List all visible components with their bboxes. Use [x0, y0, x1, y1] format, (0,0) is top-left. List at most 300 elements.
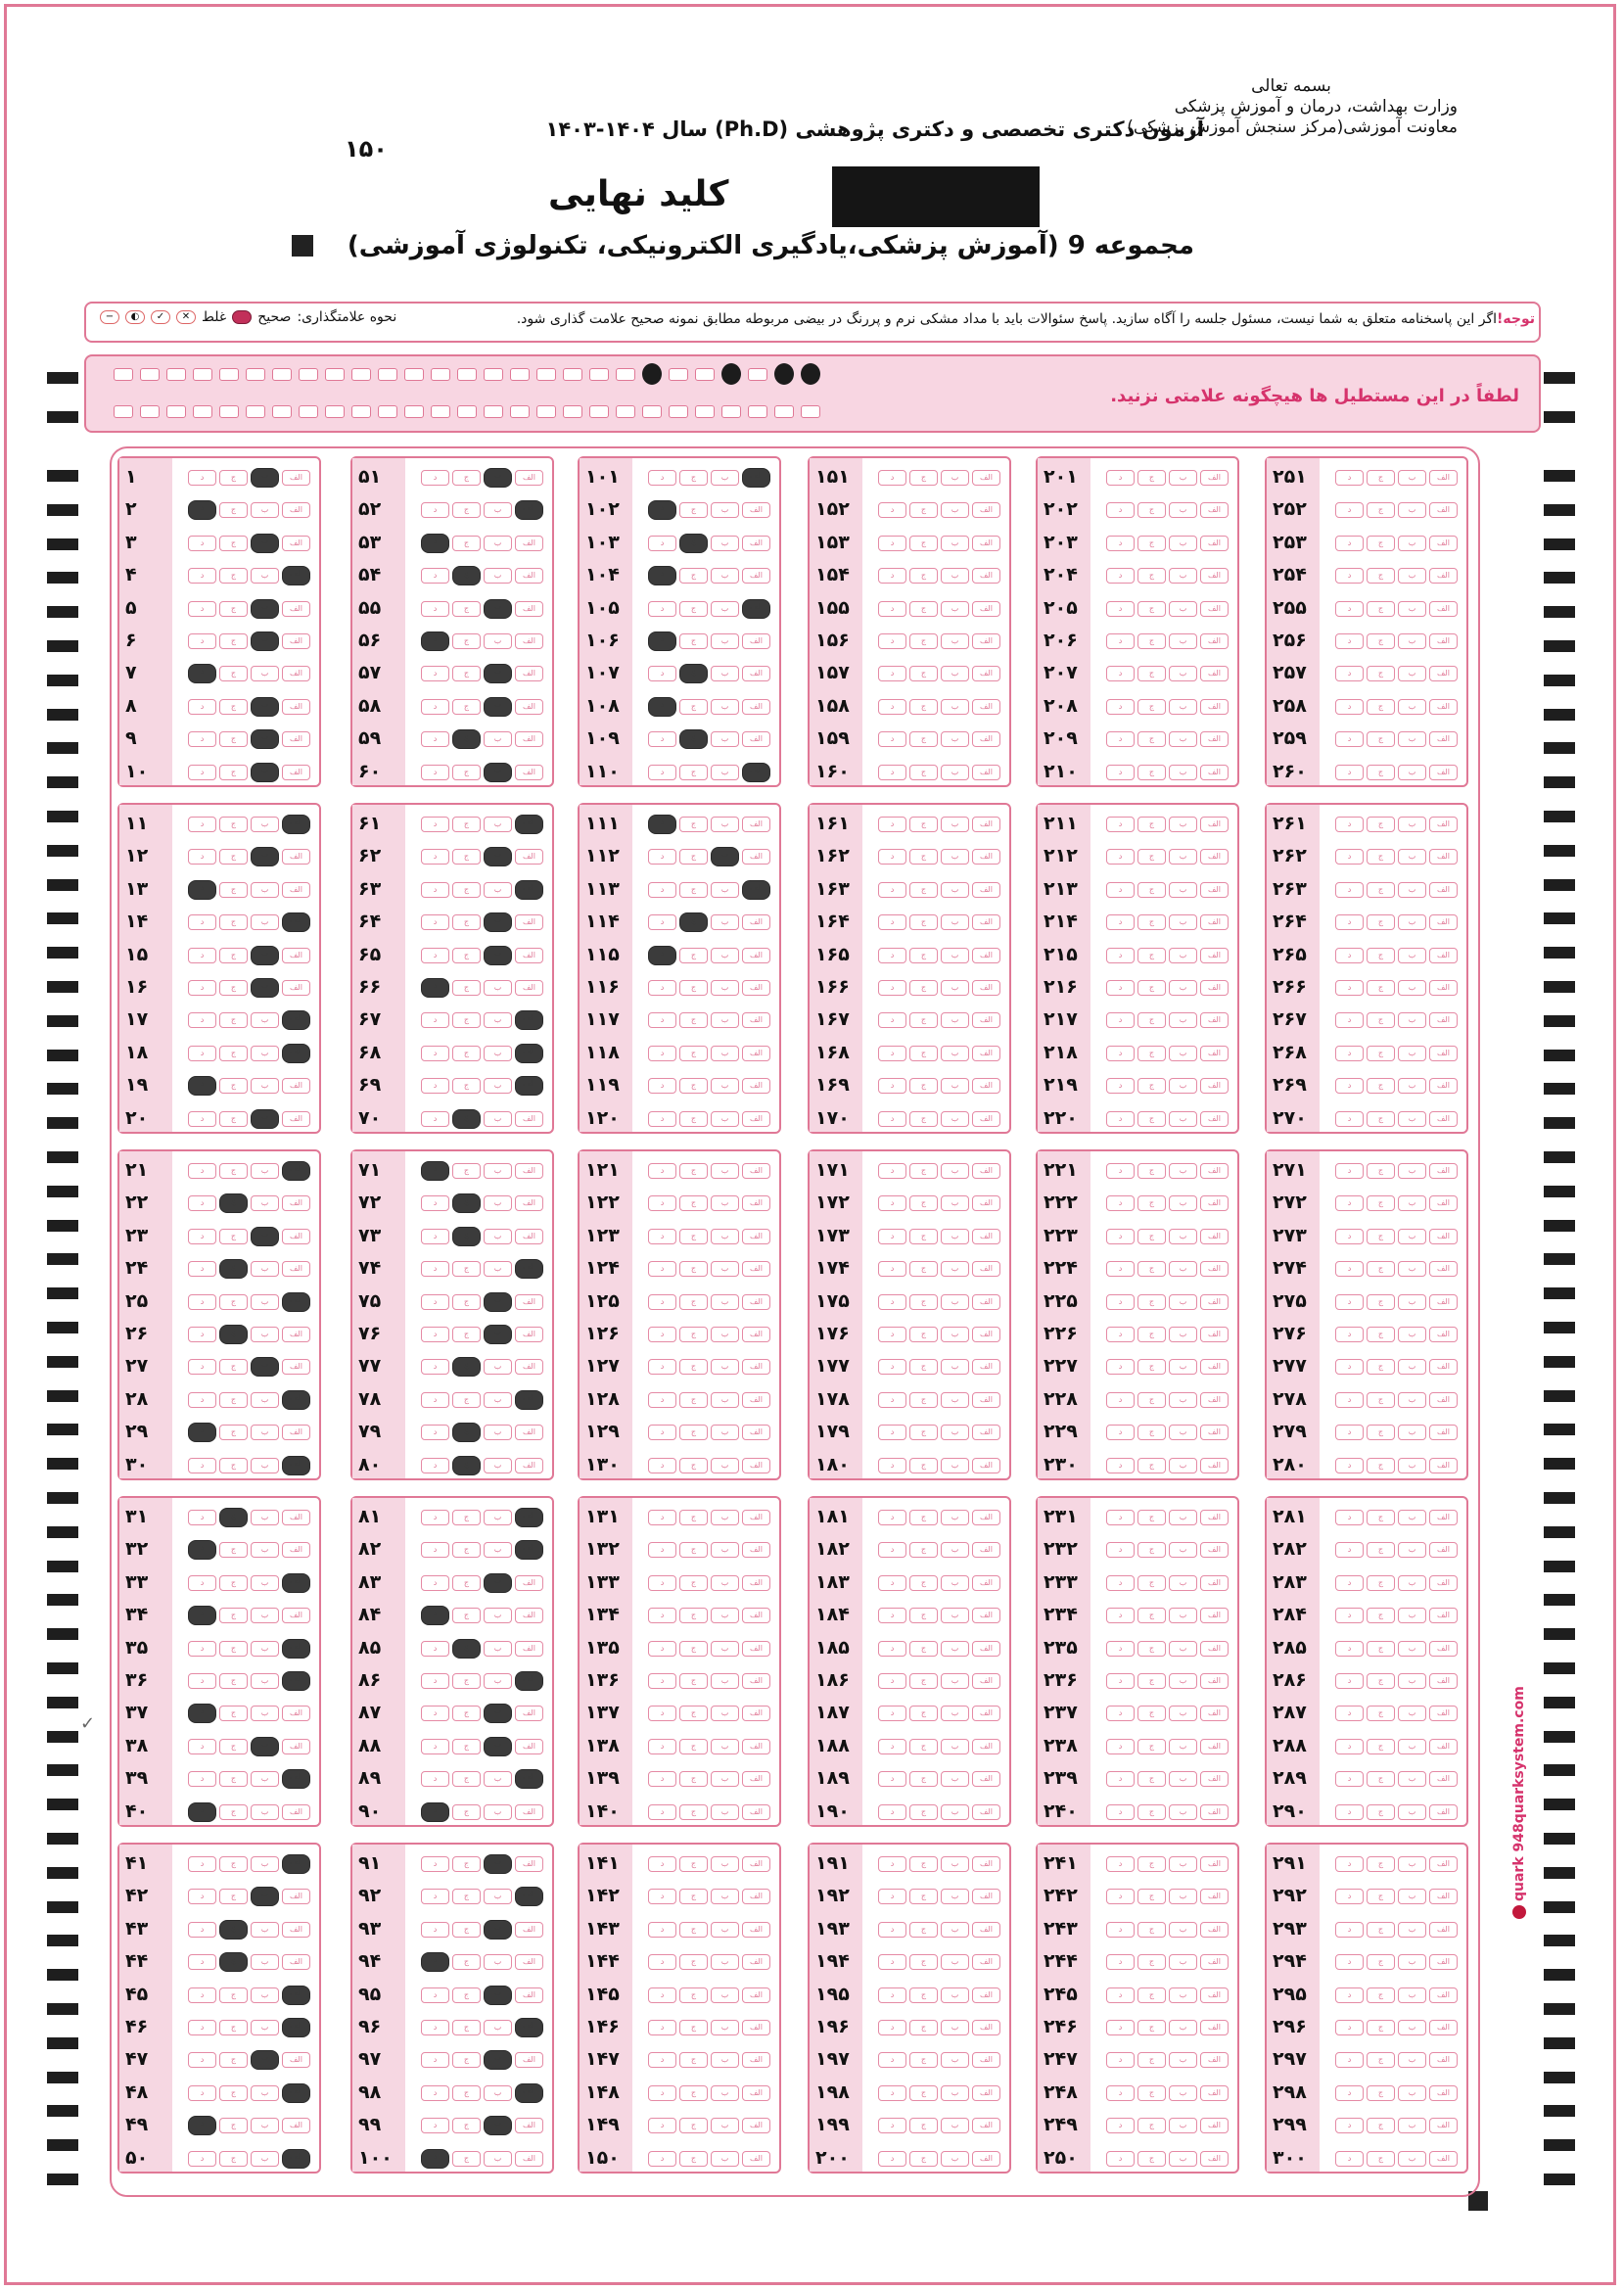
- answer-bubble[interactable]: ج: [1367, 1804, 1395, 1820]
- answer-bubble[interactable]: الف: [972, 1425, 1000, 1440]
- answer-bubble[interactable]: ب: [251, 2151, 279, 2167]
- answer-bubble[interactable]: ب: [1169, 2151, 1197, 2167]
- answer-bubble[interactable]: ج: [219, 817, 248, 832]
- answer-bubble[interactable]: ب: [941, 1739, 969, 1754]
- answer-bubble-filled[interactable]: ج: [452, 1357, 481, 1377]
- answer-bubble[interactable]: ج: [219, 1804, 248, 1820]
- answer-bubble[interactable]: د: [878, 1012, 906, 1028]
- answer-bubble[interactable]: الف: [742, 1425, 770, 1440]
- answer-bubble[interactable]: د: [1335, 1641, 1364, 1657]
- answer-bubble[interactable]: ج: [679, 1856, 708, 1872]
- answer-bubble[interactable]: الف: [972, 1889, 1000, 1904]
- answer-bubble[interactable]: ج: [679, 1889, 708, 1904]
- answer-bubble-filled[interactable]: الف: [515, 1671, 543, 1691]
- answer-bubble[interactable]: ب: [941, 1392, 969, 1408]
- answer-bubble[interactable]: ج: [909, 536, 938, 551]
- answer-bubble[interactable]: الف: [1429, 601, 1458, 617]
- answer-bubble[interactable]: د: [421, 2085, 449, 2101]
- answer-bubble[interactable]: د: [1106, 1294, 1135, 1310]
- answer-bubble[interactable]: ج: [679, 1608, 708, 1623]
- answer-bubble[interactable]: ب: [1169, 1392, 1197, 1408]
- answer-bubble[interactable]: ب: [484, 1458, 512, 1473]
- answer-bubble[interactable]: ج: [679, 2052, 708, 2068]
- answer-bubble[interactable]: د: [421, 1327, 449, 1342]
- answer-bubble[interactable]: د: [421, 699, 449, 715]
- answer-bubble[interactable]: الف: [1200, 1706, 1229, 1721]
- answer-bubble[interactable]: الف: [972, 1078, 1000, 1094]
- answer-bubble[interactable]: ب: [1169, 502, 1197, 518]
- answer-bubble[interactable]: الف: [972, 1327, 1000, 1342]
- answer-bubble[interactable]: ب: [251, 666, 279, 681]
- answer-bubble[interactable]: ب: [711, 568, 739, 584]
- answer-bubble[interactable]: ب: [1169, 1425, 1197, 1440]
- answer-bubble[interactable]: الف: [1429, 2151, 1458, 2167]
- answer-bubble[interactable]: ج: [1367, 2085, 1395, 2101]
- answer-bubble[interactable]: الف: [742, 1575, 770, 1591]
- answer-bubble-filled[interactable]: الف: [515, 1010, 543, 1030]
- answer-bubble[interactable]: ب: [251, 1856, 279, 1872]
- answer-bubble[interactable]: ب: [1169, 666, 1197, 681]
- answer-bubble[interactable]: ج: [909, 666, 938, 681]
- answer-bubble[interactable]: د: [1335, 1294, 1364, 1310]
- answer-bubble[interactable]: د: [1106, 1163, 1135, 1179]
- answer-bubble[interactable]: د: [1106, 1954, 1135, 1970]
- answer-bubble[interactable]: ج: [909, 1706, 938, 1721]
- answer-bubble[interactable]: الف: [1429, 2052, 1458, 2068]
- answer-bubble[interactable]: د: [648, 1046, 676, 1061]
- answer-bubble[interactable]: الف: [742, 1078, 770, 1094]
- answer-bubble-filled[interactable]: الف: [742, 880, 770, 900]
- answer-bubble[interactable]: ج: [1137, 882, 1166, 898]
- answer-bubble[interactable]: الف: [1429, 2085, 1458, 2101]
- answer-bubble[interactable]: الف: [742, 914, 770, 930]
- answer-bubble[interactable]: د: [878, 882, 906, 898]
- answer-bubble[interactable]: ب: [711, 1987, 739, 2003]
- answer-bubble-filled[interactable]: الف: [515, 815, 543, 834]
- answer-bubble-filled[interactable]: د: [648, 631, 676, 651]
- answer-bubble[interactable]: ج: [1367, 882, 1395, 898]
- answer-bubble[interactable]: الف: [515, 1327, 543, 1342]
- answer-bubble[interactable]: الف: [1200, 699, 1229, 715]
- answer-bubble[interactable]: الف: [515, 1359, 543, 1375]
- answer-bubble-filled[interactable]: ب: [251, 697, 279, 717]
- answer-bubble[interactable]: الف: [1429, 948, 1458, 963]
- answer-bubble-filled[interactable]: د: [421, 978, 449, 998]
- answer-bubble[interactable]: ب: [1169, 1987, 1197, 2003]
- answer-bubble[interactable]: ج: [219, 601, 248, 617]
- answer-bubble[interactable]: ب: [251, 1575, 279, 1591]
- answer-bubble[interactable]: د: [1106, 1078, 1135, 1094]
- answer-bubble[interactable]: ج: [679, 2118, 708, 2133]
- answer-bubble[interactable]: د: [421, 1229, 449, 1244]
- answer-bubble[interactable]: ب: [711, 601, 739, 617]
- answer-bubble[interactable]: د: [648, 666, 676, 681]
- answer-bubble[interactable]: ج: [679, 948, 708, 963]
- answer-bubble[interactable]: د: [1106, 2085, 1135, 2101]
- answer-bubble[interactable]: ب: [1398, 1425, 1426, 1440]
- answer-bubble[interactable]: ب: [711, 1163, 739, 1179]
- answer-bubble[interactable]: ب: [711, 1856, 739, 1872]
- answer-bubble[interactable]: ج: [1137, 1392, 1166, 1408]
- answer-bubble[interactable]: ب: [711, 882, 739, 898]
- answer-bubble[interactable]: الف: [1429, 1889, 1458, 1904]
- answer-bubble[interactable]: ب: [484, 1195, 512, 1211]
- answer-bubble[interactable]: ج: [909, 1954, 938, 1970]
- answer-bubble[interactable]: ج: [1137, 1889, 1166, 1904]
- answer-bubble[interactable]: د: [421, 666, 449, 681]
- answer-bubble[interactable]: الف: [742, 2085, 770, 2101]
- answer-bubble[interactable]: ب: [941, 568, 969, 584]
- answer-bubble[interactable]: ج: [1137, 1425, 1166, 1440]
- answer-bubble[interactable]: ج: [452, 1771, 481, 1787]
- answer-bubble[interactable]: ب: [1169, 817, 1197, 832]
- answer-bubble[interactable]: ج: [452, 1012, 481, 1028]
- answer-bubble[interactable]: ج: [1367, 1641, 1395, 1657]
- answer-bubble[interactable]: د: [1335, 1954, 1364, 1970]
- answer-bubble-filled[interactable]: د: [188, 2116, 216, 2135]
- answer-bubble[interactable]: ب: [1398, 1922, 1426, 1938]
- answer-bubble-filled[interactable]: ب: [251, 1357, 279, 1377]
- answer-bubble[interactable]: د: [188, 1229, 216, 1244]
- answer-bubble[interactable]: د: [421, 849, 449, 865]
- answer-bubble[interactable]: الف: [1200, 2052, 1229, 2068]
- answer-bubble[interactable]: د: [648, 1327, 676, 1342]
- answer-bubble[interactable]: الف: [1200, 1575, 1229, 1591]
- answer-bubble[interactable]: د: [188, 914, 216, 930]
- answer-bubble[interactable]: الف: [972, 1229, 1000, 1244]
- answer-bubble-filled[interactable]: د: [421, 1952, 449, 1972]
- answer-bubble[interactable]: د: [1335, 1922, 1364, 1938]
- answer-bubble[interactable]: ب: [484, 1954, 512, 1970]
- answer-bubble[interactable]: ج: [909, 1163, 938, 1179]
- answer-bubble[interactable]: د: [1335, 1771, 1364, 1787]
- answer-bubble[interactable]: ج: [679, 1987, 708, 2003]
- answer-bubble[interactable]: الف: [1429, 1771, 1458, 1787]
- answer-bubble[interactable]: ج: [452, 2085, 481, 2101]
- answer-bubble[interactable]: ج: [452, 1163, 481, 1179]
- answer-bubble[interactable]: ج: [452, 1510, 481, 1525]
- answer-bubble[interactable]: الف: [282, 1111, 310, 1127]
- answer-bubble[interactable]: د: [1106, 1575, 1135, 1591]
- answer-bubble[interactable]: د: [1106, 1608, 1135, 1623]
- answer-bubble-filled[interactable]: ب: [484, 2050, 512, 2070]
- answer-bubble-filled[interactable]: الف: [282, 1573, 310, 1593]
- answer-bubble[interactable]: ب: [711, 1575, 739, 1591]
- answer-bubble-filled[interactable]: الف: [282, 1010, 310, 1030]
- answer-bubble[interactable]: ج: [452, 2052, 481, 2068]
- answer-bubble[interactable]: د: [1335, 882, 1364, 898]
- answer-bubble[interactable]: د: [1106, 666, 1135, 681]
- answer-bubble[interactable]: ب: [941, 1012, 969, 1028]
- answer-bubble[interactable]: د: [1335, 1327, 1364, 1342]
- answer-bubble[interactable]: ج: [679, 502, 708, 518]
- answer-bubble[interactable]: ج: [1367, 1739, 1395, 1754]
- answer-bubble[interactable]: ب: [711, 948, 739, 963]
- answer-bubble[interactable]: د: [648, 1856, 676, 1872]
- answer-bubble[interactable]: د: [1106, 1261, 1135, 1277]
- answer-bubble[interactable]: ج: [679, 1425, 708, 1440]
- answer-bubble[interactable]: الف: [282, 849, 310, 865]
- answer-bubble[interactable]: د: [188, 568, 216, 584]
- answer-bubble[interactable]: ج: [1367, 1608, 1395, 1623]
- answer-bubble[interactable]: ب: [1398, 1111, 1426, 1127]
- answer-bubble[interactable]: ج: [1137, 948, 1166, 963]
- answer-bubble[interactable]: د: [878, 2020, 906, 2035]
- answer-bubble[interactable]: الف: [1200, 1510, 1229, 1525]
- answer-bubble[interactable]: الف: [515, 948, 543, 963]
- answer-bubble[interactable]: الف: [972, 1673, 1000, 1689]
- answer-bubble-filled[interactable]: ج: [452, 1423, 481, 1442]
- answer-bubble[interactable]: الف: [972, 1510, 1000, 1525]
- answer-bubble[interactable]: الف: [1429, 1987, 1458, 2003]
- answer-bubble[interactable]: ب: [251, 1294, 279, 1310]
- answer-bubble[interactable]: د: [648, 1673, 676, 1689]
- answer-bubble[interactable]: الف: [742, 980, 770, 996]
- answer-bubble[interactable]: الف: [515, 1195, 543, 1211]
- answer-bubble[interactable]: ب: [711, 1922, 739, 1938]
- answer-bubble[interactable]: د: [878, 1673, 906, 1689]
- answer-bubble[interactable]: ب: [1398, 1261, 1426, 1277]
- answer-bubble[interactable]: د: [1335, 1856, 1364, 1872]
- answer-bubble[interactable]: د: [188, 1458, 216, 1473]
- answer-bubble[interactable]: الف: [515, 2052, 543, 2068]
- answer-bubble[interactable]: الف: [742, 1542, 770, 1558]
- answer-bubble-filled[interactable]: الف: [282, 1161, 310, 1181]
- answer-bubble[interactable]: ب: [711, 980, 739, 996]
- answer-bubble[interactable]: د: [1335, 470, 1364, 486]
- answer-bubble[interactable]: د: [1335, 1542, 1364, 1558]
- answer-bubble[interactable]: الف: [972, 1739, 1000, 1754]
- answer-bubble[interactable]: الف: [515, 1856, 543, 1872]
- answer-bubble-filled[interactable]: الف: [282, 912, 310, 932]
- answer-bubble[interactable]: ج: [1367, 1987, 1395, 2003]
- answer-bubble-filled[interactable]: الف: [515, 1076, 543, 1096]
- answer-bubble[interactable]: د: [1106, 2151, 1135, 2167]
- answer-bubble-filled[interactable]: ب: [484, 847, 512, 866]
- answer-bubble[interactable]: الف: [1429, 2118, 1458, 2133]
- answer-bubble[interactable]: ب: [484, 1078, 512, 1094]
- answer-bubble[interactable]: ب: [1169, 1294, 1197, 1310]
- answer-bubble-filled[interactable]: الف: [282, 2149, 310, 2169]
- answer-bubble[interactable]: ب: [1398, 2118, 1426, 2133]
- answer-bubble[interactable]: ب: [1398, 1804, 1426, 1820]
- answer-bubble[interactable]: ب: [941, 2118, 969, 2133]
- answer-bubble[interactable]: ج: [909, 502, 938, 518]
- answer-bubble[interactable]: ج: [1367, 1673, 1395, 1689]
- answer-bubble[interactable]: ج: [679, 1012, 708, 1028]
- answer-bubble[interactable]: ب: [941, 1706, 969, 1721]
- answer-bubble[interactable]: د: [648, 2052, 676, 2068]
- answer-bubble[interactable]: ج: [452, 1804, 481, 1820]
- answer-bubble[interactable]: د: [421, 1012, 449, 1028]
- answer-bubble[interactable]: د: [648, 2020, 676, 2035]
- answer-bubble[interactable]: د: [1335, 1078, 1364, 1094]
- answer-bubble[interactable]: الف: [972, 1294, 1000, 1310]
- answer-bubble[interactable]: الف: [1200, 1739, 1229, 1754]
- answer-bubble[interactable]: الف: [972, 2151, 1000, 2167]
- answer-bubble[interactable]: الف: [742, 1111, 770, 1127]
- answer-bubble-filled[interactable]: الف: [282, 1044, 310, 1063]
- answer-bubble[interactable]: الف: [972, 1195, 1000, 1211]
- answer-bubble[interactable]: الف: [1429, 817, 1458, 832]
- answer-bubble[interactable]: الف: [515, 568, 543, 584]
- answer-bubble[interactable]: الف: [972, 1261, 1000, 1277]
- answer-bubble[interactable]: ج: [909, 699, 938, 715]
- answer-bubble[interactable]: ج: [1137, 2151, 1166, 2167]
- answer-bubble[interactable]: د: [1106, 1359, 1135, 1375]
- answer-bubble[interactable]: د: [1335, 699, 1364, 715]
- answer-bubble[interactable]: ج: [452, 882, 481, 898]
- answer-bubble[interactable]: د: [878, 765, 906, 780]
- answer-bubble-filled[interactable]: د: [188, 1423, 216, 1442]
- answer-bubble-filled[interactable]: ب: [251, 599, 279, 619]
- answer-bubble[interactable]: ب: [941, 1078, 969, 1094]
- answer-bubble[interactable]: الف: [972, 1392, 1000, 1408]
- answer-bubble[interactable]: الف: [1200, 536, 1229, 551]
- answer-bubble[interactable]: د: [1335, 502, 1364, 518]
- answer-bubble[interactable]: د: [1106, 1012, 1135, 1028]
- answer-bubble[interactable]: ج: [1137, 699, 1166, 715]
- answer-bubble[interactable]: ب: [941, 502, 969, 518]
- answer-bubble[interactable]: ب: [484, 1804, 512, 1820]
- answer-bubble[interactable]: الف: [972, 601, 1000, 617]
- answer-bubble[interactable]: ب: [1398, 948, 1426, 963]
- answer-bubble[interactable]: ج: [219, 731, 248, 747]
- answer-bubble[interactable]: د: [648, 601, 676, 617]
- answer-bubble[interactable]: د: [878, 1922, 906, 1938]
- answer-bubble[interactable]: الف: [282, 1229, 310, 1244]
- answer-bubble[interactable]: الف: [282, 1889, 310, 1904]
- answer-bubble[interactable]: ب: [711, 1706, 739, 1721]
- answer-bubble[interactable]: د: [648, 2085, 676, 2101]
- answer-bubble[interactable]: الف: [742, 536, 770, 551]
- answer-bubble[interactable]: ج: [1367, 948, 1395, 963]
- answer-bubble[interactable]: ج: [219, 699, 248, 715]
- answer-bubble-filled[interactable]: ب: [251, 1109, 279, 1129]
- answer-bubble[interactable]: ج: [452, 502, 481, 518]
- answer-bubble[interactable]: ج: [452, 470, 481, 486]
- answer-bubble[interactable]: ج: [1137, 1359, 1166, 1375]
- answer-bubble[interactable]: الف: [1200, 948, 1229, 963]
- answer-bubble[interactable]: د: [188, 699, 216, 715]
- answer-bubble[interactable]: ب: [941, 1229, 969, 1244]
- answer-bubble[interactable]: ب: [711, 1195, 739, 1211]
- answer-bubble-filled[interactable]: ب: [251, 534, 279, 553]
- answer-bubble[interactable]: الف: [515, 699, 543, 715]
- answer-bubble[interactable]: ج: [452, 666, 481, 681]
- answer-bubble[interactable]: ج: [1137, 2052, 1166, 2068]
- answer-bubble[interactable]: ج: [219, 633, 248, 649]
- answer-bubble[interactable]: د: [421, 601, 449, 617]
- answer-bubble[interactable]: د: [878, 1229, 906, 1244]
- answer-bubble-filled[interactable]: ب: [251, 2050, 279, 2070]
- answer-bubble[interactable]: د: [188, 1012, 216, 1028]
- answer-bubble[interactable]: ج: [679, 1163, 708, 1179]
- answer-bubble[interactable]: ج: [1137, 1294, 1166, 1310]
- answer-bubble[interactable]: ج: [452, 1954, 481, 1970]
- answer-bubble[interactable]: ب: [484, 1046, 512, 1061]
- answer-bubble[interactable]: د: [1335, 1673, 1364, 1689]
- answer-bubble[interactable]: د: [421, 2052, 449, 2068]
- answer-bubble[interactable]: ج: [679, 882, 708, 898]
- answer-bubble[interactable]: الف: [1200, 502, 1229, 518]
- answer-bubble[interactable]: د: [878, 1856, 906, 1872]
- answer-bubble[interactable]: ج: [909, 914, 938, 930]
- answer-bubble[interactable]: د: [648, 731, 676, 747]
- answer-bubble[interactable]: الف: [1200, 1954, 1229, 1970]
- answer-bubble-filled[interactable]: ج: [452, 1639, 481, 1659]
- answer-bubble[interactable]: ب: [484, 502, 512, 518]
- answer-bubble[interactable]: ب: [484, 1889, 512, 1904]
- answer-bubble[interactable]: ب: [711, 1889, 739, 1904]
- answer-bubble[interactable]: د: [421, 1111, 449, 1127]
- answer-bubble[interactable]: الف: [972, 633, 1000, 649]
- answer-bubble[interactable]: الف: [742, 2052, 770, 2068]
- answer-bubble-filled[interactable]: د: [648, 500, 676, 520]
- answer-bubble[interactable]: ج: [219, 1575, 248, 1591]
- answer-bubble[interactable]: الف: [742, 1673, 770, 1689]
- answer-bubble[interactable]: ج: [909, 1987, 938, 2003]
- answer-bubble-filled[interactable]: الف: [282, 1854, 310, 1874]
- answer-bubble[interactable]: ج: [909, 765, 938, 780]
- answer-bubble-filled[interactable]: الف: [515, 1508, 543, 1527]
- answer-bubble[interactable]: ب: [1169, 1163, 1197, 1179]
- answer-bubble[interactable]: د: [1106, 1987, 1135, 2003]
- answer-bubble[interactable]: ب: [1398, 568, 1426, 584]
- answer-bubble[interactable]: ب: [1398, 849, 1426, 865]
- answer-bubble[interactable]: د: [648, 1425, 676, 1440]
- answer-bubble[interactable]: د: [1335, 568, 1364, 584]
- answer-bubble[interactable]: ب: [484, 1425, 512, 1440]
- answer-bubble[interactable]: ب: [1169, 765, 1197, 780]
- answer-bubble[interactable]: الف: [1429, 882, 1458, 898]
- answer-bubble[interactable]: ب: [1398, 980, 1426, 996]
- answer-bubble[interactable]: د: [188, 1392, 216, 1408]
- answer-bubble[interactable]: ب: [711, 1012, 739, 1028]
- answer-bubble[interactable]: د: [878, 1163, 906, 1179]
- answer-bubble[interactable]: الف: [742, 1046, 770, 1061]
- answer-bubble[interactable]: الف: [1429, 1954, 1458, 1970]
- answer-bubble[interactable]: ج: [452, 765, 481, 780]
- answer-bubble[interactable]: الف: [742, 1327, 770, 1342]
- answer-bubble[interactable]: ب: [1169, 1012, 1197, 1028]
- answer-bubble[interactable]: ج: [1367, 1510, 1395, 1525]
- answer-bubble[interactable]: الف: [282, 699, 310, 715]
- answer-bubble-filled[interactable]: د: [421, 631, 449, 651]
- answer-bubble[interactable]: د: [648, 470, 676, 486]
- answer-bubble[interactable]: د: [878, 1542, 906, 1558]
- answer-bubble[interactable]: ب: [1398, 666, 1426, 681]
- answer-bubble[interactable]: ب: [1169, 699, 1197, 715]
- answer-bubble[interactable]: الف: [742, 1359, 770, 1375]
- answer-bubble[interactable]: د: [1106, 601, 1135, 617]
- answer-bubble-filled[interactable]: د: [648, 946, 676, 965]
- answer-bubble[interactable]: ج: [452, 536, 481, 551]
- answer-bubble[interactable]: ب: [941, 1641, 969, 1657]
- answer-bubble[interactable]: ب: [484, 1261, 512, 1277]
- answer-bubble[interactable]: الف: [282, 1542, 310, 1558]
- answer-bubble[interactable]: ب: [484, 882, 512, 898]
- answer-bubble[interactable]: د: [878, 1261, 906, 1277]
- answer-bubble[interactable]: الف: [1200, 1889, 1229, 1904]
- answer-bubble[interactable]: الف: [1200, 1542, 1229, 1558]
- answer-bubble[interactable]: ب: [711, 1673, 739, 1689]
- answer-bubble[interactable]: د: [878, 1954, 906, 1970]
- answer-bubble[interactable]: الف: [1200, 568, 1229, 584]
- answer-bubble[interactable]: الف: [1200, 1641, 1229, 1657]
- answer-bubble[interactable]: ج: [1137, 731, 1166, 747]
- answer-bubble[interactable]: د: [1106, 1673, 1135, 1689]
